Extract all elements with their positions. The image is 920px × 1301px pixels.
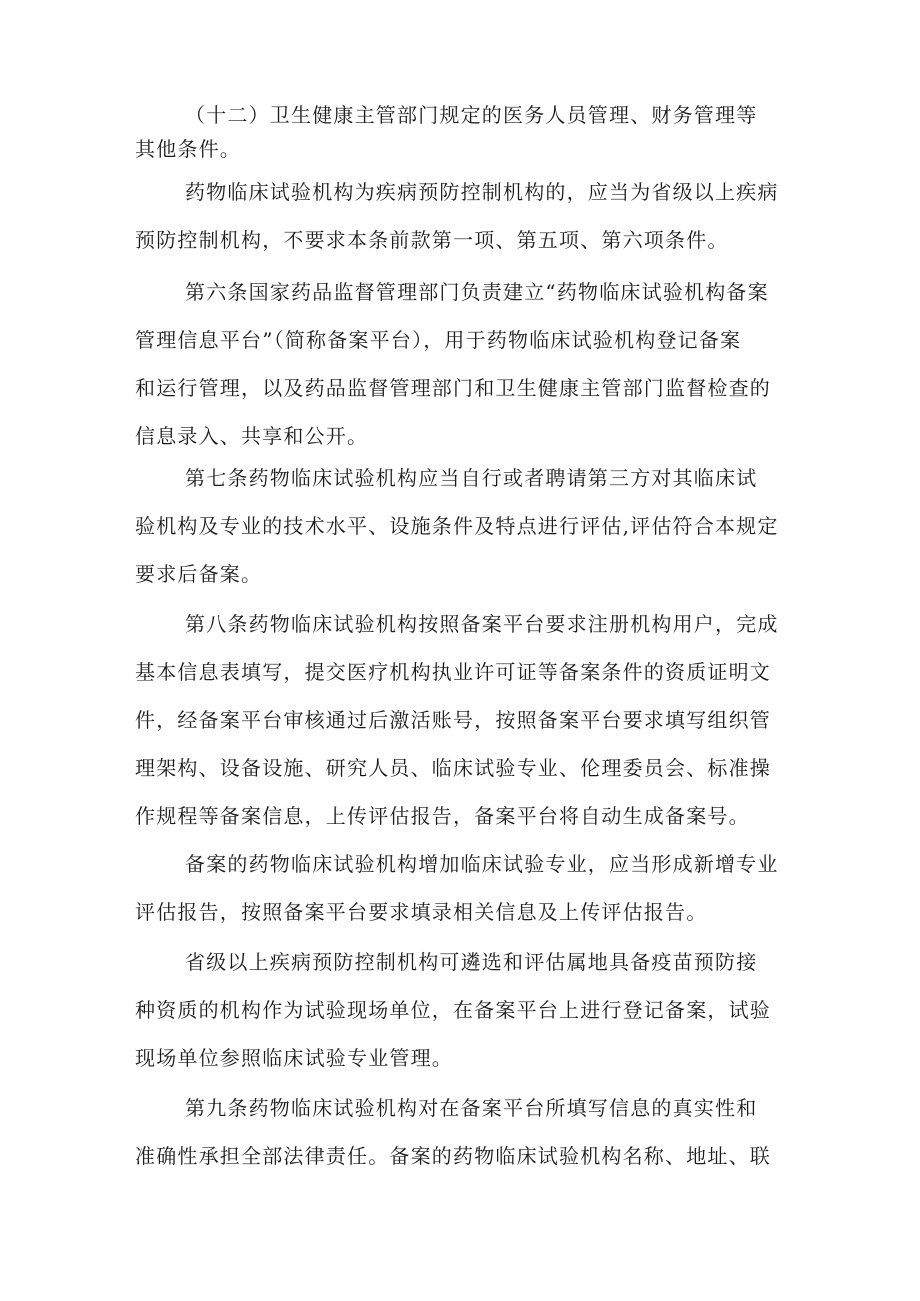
text-line: 省级以上疾病预防控制机构可遴选和评估属地具备疫苗预防接 xyxy=(185,950,758,974)
text-line: 验机构及专业的技术水平、设施条件及特点进行评估,评估符合本规定 xyxy=(135,514,779,538)
text-line: 第八条药物临床试验机构按照备案平台要求注册机构用户，完成 xyxy=(185,612,779,636)
text-line: 第七条药物临床试验机构应当自行或者聘请第三方对其临床试 xyxy=(185,466,758,490)
text-line: 要求后备案。 xyxy=(135,562,263,586)
paragraph-4 xyxy=(135,454,795,598)
text-line: 现场单位参照临床试验专业管理。 xyxy=(135,1046,453,1070)
text-line: 信息录入、共享和公开。 xyxy=(135,424,369,448)
text-line: 药物临床试验机构为疾病预防控制机构的，应当为省级以上疾病 xyxy=(185,180,779,204)
paragraph-7 xyxy=(135,938,795,1082)
text-line: 管理信息平台”（简称备案平台），用于药物临床试验机构登记备案 xyxy=(135,328,742,352)
text-line: 和运行管理，以及药品监督管理部门和卫生健康主管部门监督检查的 xyxy=(135,376,771,400)
text-line: 评估报告，按照备案平台要求填录相关信息及上传评估报告。 xyxy=(135,900,708,924)
paragraph-2 xyxy=(135,168,795,264)
text-line: 准确性承担全部法律责任。备案的药物临床试验机构名称、地址、联 xyxy=(135,1144,771,1168)
text-line: 理架构、设备设施、研究人员、临床试验专业、伦理委员会、标准操 xyxy=(135,756,771,780)
paragraph-6 xyxy=(135,840,795,936)
paragraph-8 xyxy=(135,1084,795,1180)
text-line: 件，经备案平台审核通过后激活账号，按照备案平台要求填写组织管 xyxy=(135,708,771,732)
paragraph-1 xyxy=(135,98,795,166)
text-line: 第九条药物临床试验机构对在备案平台所填写信息的真实性和 xyxy=(185,1096,758,1120)
paragraph-5 xyxy=(135,600,795,840)
text-line: 种资质的机构作为试验现场单位，在备案平台上进行登记备案，试验 xyxy=(135,998,771,1022)
text-line: 第六条国家药品监督管理部门负责建立“药物临床试验机构备案 xyxy=(185,280,769,304)
text-line: 作规程等备案信息，上传评估报告，备案平台将自动生成备案号。 xyxy=(135,804,750,828)
text-line: 其他条件。 xyxy=(135,137,241,161)
paragraph-3 xyxy=(135,268,795,460)
text-line: 预防控制机构，不要求本条前款第一项、第五项、第六项条件。 xyxy=(135,228,729,252)
text-line: 备案的药物临床试验机构增加临床试验专业，应当形成新增专业 xyxy=(185,852,779,876)
text-line: （十二）卫生健康主管部门规定的医务人员管理、财务管理等 xyxy=(185,103,758,127)
text-line: 基本信息表填写，提交医疗机构执业许可证等备案条件的资质证明文 xyxy=(135,660,771,684)
